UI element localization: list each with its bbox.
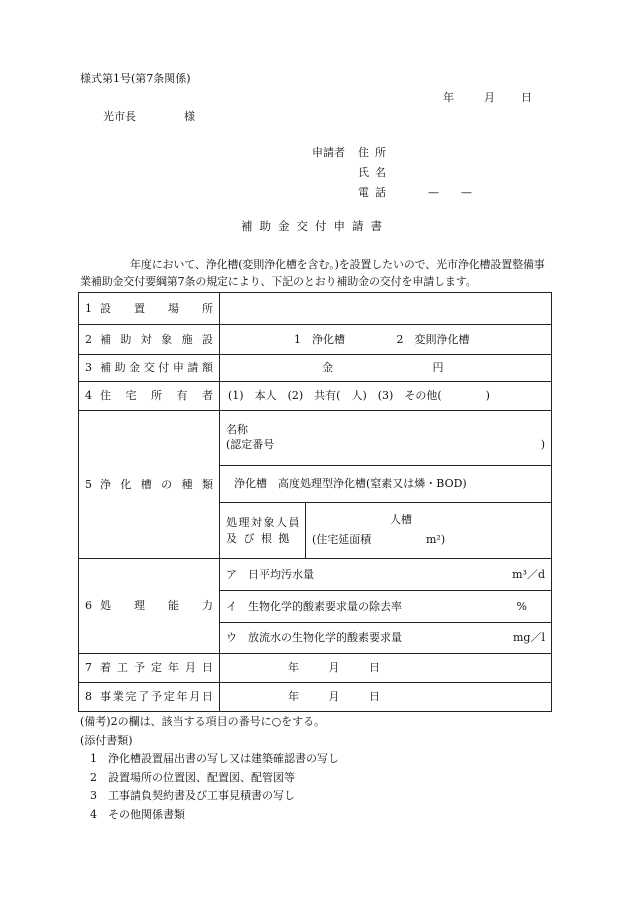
attachment-text: 設置場所の位置図、配置図、配管図等 bbox=[108, 770, 295, 784]
name-label: 氏名 bbox=[358, 166, 392, 179]
tank-category-options[interactable]: 浄化槽 高度処理型浄化槽(窒素又は燐・BOD) bbox=[234, 477, 467, 491]
applicant-phone-row bbox=[312, 186, 532, 206]
row-label bbox=[79, 382, 220, 411]
floor-area-label: (住宅延面積 bbox=[312, 533, 372, 546]
table-row bbox=[79, 382, 552, 411]
daily-sewage-label: ア 日平均汚水量 bbox=[226, 567, 314, 581]
attachment-text: 工事請負契約書及び工事見積書の写し bbox=[108, 789, 295, 802]
address-label: 住所 bbox=[358, 146, 392, 159]
row-number: 8 bbox=[85, 690, 92, 704]
row-label bbox=[79, 654, 220, 683]
row-label-text: 補 助 対 象 施 設 bbox=[100, 332, 213, 346]
applicant-label: 申請者 bbox=[312, 146, 345, 159]
notes-block bbox=[80, 713, 339, 824]
completion-year: 年 bbox=[288, 690, 299, 704]
row-label bbox=[79, 293, 220, 325]
remark: (備考)2の欄は、該当する項目の番号に○をする。 bbox=[80, 715, 326, 728]
attachment-text: その他関係書類 bbox=[108, 807, 185, 821]
attachment-number: 2 bbox=[90, 770, 97, 784]
row-number: 6 bbox=[85, 599, 92, 613]
table-row bbox=[79, 411, 552, 559]
row-label bbox=[79, 411, 220, 559]
start-date-field[interactable] bbox=[220, 654, 552, 683]
people-unit: 人槽 bbox=[390, 513, 412, 526]
owner-field[interactable] bbox=[220, 382, 552, 411]
capacity-block bbox=[220, 503, 551, 558]
date-day: 日 bbox=[521, 91, 532, 104]
cert-number-close: ) bbox=[540, 438, 545, 452]
floor-area-unit: m²) bbox=[426, 533, 446, 546]
row-label-text: 事 業 完 了 予 定 年 月 日 bbox=[100, 690, 213, 704]
attachment-number: 1 bbox=[90, 752, 97, 765]
start-year: 年 bbox=[288, 661, 299, 675]
addressee-suffix: 様 bbox=[184, 110, 195, 123]
effluent-bod-label: ウ 放流水の生物化学的酸素要求量 bbox=[226, 631, 402, 645]
attachment-number: 3 bbox=[90, 789, 97, 802]
tank-name-label: 名称 bbox=[226, 423, 248, 436]
tank-category-field[interactable] bbox=[220, 466, 551, 503]
capacity-label-line1: 処理対象人員 bbox=[226, 516, 301, 529]
row-number: 3 bbox=[85, 361, 92, 375]
subsidy-amount-field[interactable] bbox=[220, 355, 552, 382]
attachments-title: (添付書類) bbox=[80, 733, 133, 747]
completion-month: 月 bbox=[328, 690, 340, 704]
capacity-label-line2: 及び根拠 bbox=[226, 532, 296, 545]
document-title: 補助金交付申請書 bbox=[241, 219, 389, 233]
row-label bbox=[79, 355, 220, 382]
row-number: 4 bbox=[85, 389, 92, 403]
row-number: 2 bbox=[85, 332, 92, 346]
row-label-text: 設 置 場 所 bbox=[100, 301, 213, 315]
row-number: 7 bbox=[85, 661, 92, 675]
phone-label: 電話 bbox=[358, 186, 392, 199]
bod-removal-unit: % bbox=[516, 599, 527, 613]
date-month: 月 bbox=[484, 91, 495, 104]
installation-site-field[interactable] bbox=[220, 293, 552, 325]
row-number: 1 bbox=[85, 301, 92, 315]
effluent-bod-unit: mg／l bbox=[513, 631, 545, 645]
applicant-address-row bbox=[312, 146, 532, 166]
attachment-item bbox=[80, 787, 339, 806]
application-date bbox=[443, 91, 532, 104]
attachment-number: 4 bbox=[90, 807, 97, 821]
facility-option-2[interactable]: 2 変則浄化槽 bbox=[396, 332, 470, 346]
row-number: 5 bbox=[85, 477, 92, 491]
daily-sewage-unit: m³／d bbox=[512, 567, 545, 581]
phone-dashes: — — bbox=[428, 186, 472, 199]
start-day: 日 bbox=[369, 661, 380, 675]
table-row bbox=[79, 355, 552, 382]
row-label-text: 着 工 予 定 年 月 日 bbox=[100, 661, 213, 675]
tank-name-field[interactable] bbox=[220, 411, 551, 466]
completion-date-field[interactable] bbox=[220, 683, 552, 712]
capacity-performance-cell bbox=[220, 559, 552, 654]
row-label-text: 住 宅 所 有 者 bbox=[100, 389, 213, 403]
cert-number-label: (認定番号 bbox=[226, 438, 275, 452]
table-row bbox=[79, 325, 552, 355]
row-label bbox=[79, 559, 220, 654]
amount-yen: 円 bbox=[432, 361, 444, 375]
date-year: 年 bbox=[443, 91, 454, 104]
applicant-block bbox=[312, 146, 532, 206]
table-row bbox=[79, 683, 552, 712]
row-label-text: 補 助 金 交 付 申 請 額 bbox=[100, 361, 213, 375]
capacity-label bbox=[220, 503, 306, 558]
facility-option-1[interactable]: 1 浄化槽 bbox=[294, 332, 345, 346]
owner-options[interactable]: (1) 本人 (2) 共有( 人) (3) その他( ) bbox=[228, 389, 490, 403]
row-label-text: 処 理 能 力 bbox=[100, 599, 213, 613]
applicant-name-row bbox=[312, 166, 532, 186]
completion-day: 日 bbox=[369, 690, 380, 704]
attachment-text: 浄化槽設置届出書の写し又は建築確認書の写し bbox=[108, 752, 339, 765]
row-label bbox=[79, 325, 220, 355]
table-row bbox=[79, 293, 552, 325]
capacity-field[interactable] bbox=[306, 503, 551, 558]
application-table bbox=[78, 292, 552, 712]
attachment-item bbox=[80, 806, 339, 825]
intro-paragraph: 年度において、浄化槽(変則浄化槽を含む。)を設置したいので、光市浄化槽設置整備事業補助金交付要綱第7条の規定により、下記のとおり補助金の交付を申請します。 bbox=[80, 258, 545, 288]
start-month: 月 bbox=[328, 661, 340, 675]
effluent-bod-field[interactable] bbox=[220, 623, 551, 653]
amount-kin: 金 bbox=[322, 361, 333, 375]
attachment-item bbox=[80, 769, 339, 788]
attachment-item bbox=[80, 750, 339, 769]
form-id: 様式第1号(第7条関係) bbox=[80, 72, 191, 85]
row-label-text: 浄 化 槽 の 種 類 bbox=[100, 477, 213, 491]
table-row bbox=[79, 654, 552, 683]
bod-removal-field[interactable] bbox=[220, 591, 551, 623]
tank-type-cell bbox=[220, 411, 552, 559]
row-label bbox=[79, 683, 220, 712]
addressee bbox=[103, 110, 195, 123]
facility-type-field[interactable] bbox=[220, 325, 552, 355]
table-row bbox=[79, 559, 552, 654]
daily-sewage-field[interactable] bbox=[220, 559, 551, 591]
addressee-name: 光市長 bbox=[103, 110, 136, 123]
bod-removal-label: イ 生物化学的酸素要求量の除去率 bbox=[226, 599, 402, 613]
